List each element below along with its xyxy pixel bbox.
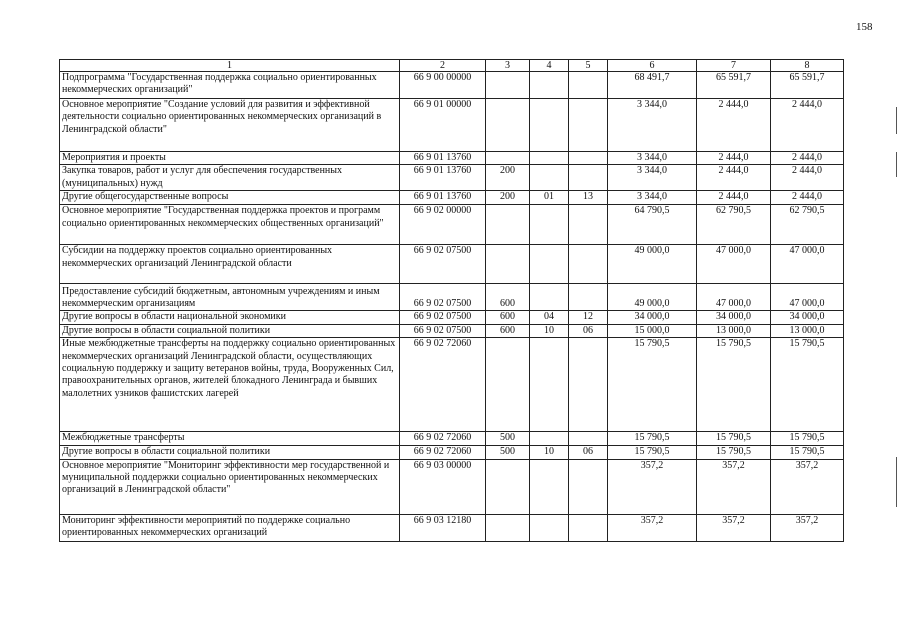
row-vr-cell: 500 bbox=[486, 446, 530, 459]
row-vr-cell: 200 bbox=[486, 165, 530, 191]
row-code-cell: 66 9 02 07500 bbox=[400, 245, 486, 284]
row-pr-cell bbox=[569, 99, 608, 152]
row-amount-cell: 3 344,0 bbox=[608, 99, 697, 152]
row-code-cell: 66 9 01 13760 bbox=[400, 152, 486, 165]
row-pr-cell bbox=[569, 514, 608, 541]
row-code-cell: 66 9 01 00000 bbox=[400, 99, 486, 152]
row-vr-cell bbox=[486, 514, 530, 541]
row-pr-cell bbox=[569, 459, 608, 514]
table-row bbox=[60, 446, 844, 459]
row-amount-cell: 13 000,0 bbox=[697, 324, 771, 337]
row-amount-cell: 3 344,0 bbox=[608, 165, 697, 191]
row-name-cell: Подпрограмма "Государственная поддержка социально ориентированных некоммерческих организаций" bbox=[60, 72, 400, 99]
table-row bbox=[60, 152, 844, 165]
row-amount-cell: 2 444,0 bbox=[771, 99, 844, 152]
row-vr-cell: 200 bbox=[486, 191, 530, 205]
row-name-cell: Иные межбюджетные трансферты на поддержку социально ориентированных некоммерческих организаций Ленинградской области, осуществляющих социальную поддержку и защиту ветеранов войны, труда, Вооруженных Сил, правоохранительных органов, жителей блокадного Ленинграда и бывших малолетних узников фашистских лагерей bbox=[60, 338, 400, 432]
row-pr-cell bbox=[569, 338, 608, 432]
row-name-cell: Основное мероприятие "Государственная поддержка проектов и программ социально ориентированных некоммерческих общественных организаций" bbox=[60, 205, 400, 245]
row-pr-cell bbox=[569, 152, 608, 165]
table-row bbox=[60, 245, 844, 284]
table-row bbox=[60, 338, 844, 432]
table-header-row bbox=[60, 60, 844, 72]
row-pr-cell bbox=[569, 284, 608, 311]
row-code-cell: 66 9 02 00000 bbox=[400, 205, 486, 245]
row-code-cell: 66 9 02 07500 bbox=[400, 324, 486, 337]
row-code-cell: 66 9 02 07500 bbox=[400, 284, 486, 311]
row-amount-cell: 2 444,0 bbox=[697, 152, 771, 165]
row-vr-cell bbox=[486, 205, 530, 245]
row-pr-cell bbox=[569, 205, 608, 245]
row-rz-cell bbox=[530, 165, 569, 191]
row-amount-cell: 15 790,5 bbox=[771, 338, 844, 432]
row-amount-cell: 3 344,0 bbox=[608, 191, 697, 205]
row-vr-cell bbox=[486, 72, 530, 99]
row-pr-cell bbox=[569, 72, 608, 99]
table-row bbox=[60, 99, 844, 152]
table-row bbox=[60, 432, 844, 446]
row-amount-cell: 15 790,5 bbox=[608, 338, 697, 432]
row-rz-cell: 04 bbox=[530, 311, 569, 324]
row-pr-cell: 06 bbox=[569, 324, 608, 337]
row-pr-cell bbox=[569, 432, 608, 446]
scan-margin-mark bbox=[896, 457, 897, 507]
row-amount-cell: 357,2 bbox=[771, 459, 844, 514]
row-amount-cell: 34 000,0 bbox=[771, 311, 844, 324]
row-amount-cell: 15 790,5 bbox=[608, 446, 697, 459]
row-amount-cell: 357,2 bbox=[697, 459, 771, 514]
row-rz-cell: 01 bbox=[530, 191, 569, 205]
row-amount-cell: 47 000,0 bbox=[697, 284, 771, 311]
column-header: 3 bbox=[486, 60, 530, 72]
row-amount-cell: 47 000,0 bbox=[771, 245, 844, 284]
table-row bbox=[60, 165, 844, 191]
row-vr-cell bbox=[486, 459, 530, 514]
row-amount-cell: 2 444,0 bbox=[697, 99, 771, 152]
row-rz-cell bbox=[530, 514, 569, 541]
row-name-cell: Другие вопросы в области национальной экономики bbox=[60, 311, 400, 324]
row-vr-cell bbox=[486, 338, 530, 432]
row-amount-cell: 15 790,5 bbox=[697, 446, 771, 459]
column-header: 6 bbox=[608, 60, 697, 72]
row-rz-cell: 10 bbox=[530, 324, 569, 337]
row-amount-cell: 357,2 bbox=[608, 514, 697, 541]
row-name-cell: Мероприятия и проекты bbox=[60, 152, 400, 165]
row-name-cell: Закупка товаров, работ и услуг для обеспечения государственных (муниципальных) нужд bbox=[60, 165, 400, 191]
row-amount-cell: 15 000,0 bbox=[608, 324, 697, 337]
row-amount-cell: 49 000,0 bbox=[608, 284, 697, 311]
table-row bbox=[60, 284, 844, 311]
row-pr-cell bbox=[569, 245, 608, 284]
row-amount-cell: 357,2 bbox=[697, 514, 771, 541]
row-name-cell: Другие вопросы в области социальной политики bbox=[60, 446, 400, 459]
table-row bbox=[60, 311, 844, 324]
row-pr-cell bbox=[569, 165, 608, 191]
column-header: 4 bbox=[530, 60, 569, 72]
row-rz-cell bbox=[530, 338, 569, 432]
row-code-cell: 66 9 03 00000 bbox=[400, 459, 486, 514]
row-amount-cell: 15 790,5 bbox=[771, 446, 844, 459]
row-rz-cell bbox=[530, 72, 569, 99]
row-name-cell: Другие общегосударственные вопросы bbox=[60, 191, 400, 205]
row-amount-cell: 3 344,0 bbox=[608, 152, 697, 165]
row-pr-cell: 06 bbox=[569, 446, 608, 459]
row-amount-cell: 15 790,5 bbox=[697, 338, 771, 432]
row-amount-cell: 65 591,7 bbox=[771, 72, 844, 99]
row-name-cell: Основное мероприятие "Создание условий для развития и эффективной деятельности социально ориентированных некоммерческих организаций в Ленинградской области" bbox=[60, 99, 400, 152]
row-code-cell: 66 9 01 13760 bbox=[400, 191, 486, 205]
row-pr-cell: 12 bbox=[569, 311, 608, 324]
row-amount-cell: 64 790,5 bbox=[608, 205, 697, 245]
row-amount-cell: 15 790,5 bbox=[771, 432, 844, 446]
row-rz-cell bbox=[530, 205, 569, 245]
table-row bbox=[60, 459, 844, 514]
row-amount-cell: 65 591,7 bbox=[697, 72, 771, 99]
row-name-cell: Предоставление субсидий бюджетным, автономным учреждениям и иным некоммерческим организациям bbox=[60, 284, 400, 311]
row-code-cell: 66 9 02 72060 bbox=[400, 446, 486, 459]
row-code-cell: 66 9 02 07500 bbox=[400, 311, 486, 324]
table-row bbox=[60, 191, 844, 205]
row-amount-cell: 34 000,0 bbox=[608, 311, 697, 324]
row-amount-cell: 47 000,0 bbox=[697, 245, 771, 284]
scan-margin-mark bbox=[896, 107, 897, 134]
row-amount-cell: 357,2 bbox=[608, 459, 697, 514]
row-pr-cell: 13 bbox=[569, 191, 608, 205]
table-row bbox=[60, 205, 844, 245]
row-amount-cell: 357,2 bbox=[771, 514, 844, 541]
table-row bbox=[60, 514, 844, 541]
table-row bbox=[60, 72, 844, 99]
row-amount-cell: 2 444,0 bbox=[697, 191, 771, 205]
page-number: 158 bbox=[856, 21, 873, 33]
row-name-cell: Субсидии на поддержку проектов социально ориентированных некоммерческих организаций Ленинградской области bbox=[60, 245, 400, 284]
row-rz-cell bbox=[530, 459, 569, 514]
row-amount-cell: 34 000,0 bbox=[697, 311, 771, 324]
row-amount-cell: 2 444,0 bbox=[771, 152, 844, 165]
row-rz-cell bbox=[530, 99, 569, 152]
row-amount-cell: 2 444,0 bbox=[697, 165, 771, 191]
table-row bbox=[60, 324, 844, 337]
row-amount-cell: 15 790,5 bbox=[697, 432, 771, 446]
row-code-cell: 66 9 00 00000 bbox=[400, 72, 486, 99]
row-vr-cell: 500 bbox=[486, 432, 530, 446]
row-amount-cell: 62 790,5 bbox=[697, 205, 771, 245]
column-header: 8 bbox=[771, 60, 844, 72]
row-rz-cell bbox=[530, 284, 569, 311]
row-code-cell: 66 9 01 13760 bbox=[400, 165, 486, 191]
row-name-cell: Другие вопросы в области социальной политики bbox=[60, 324, 400, 337]
row-rz-cell bbox=[530, 152, 569, 165]
column-header: 7 bbox=[697, 60, 771, 72]
row-vr-cell: 600 bbox=[486, 284, 530, 311]
scan-margin-mark bbox=[896, 152, 897, 177]
column-header: 2 bbox=[400, 60, 486, 72]
row-amount-cell: 62 790,5 bbox=[771, 205, 844, 245]
row-code-cell: 66 9 02 72060 bbox=[400, 432, 486, 446]
row-vr-cell bbox=[486, 99, 530, 152]
column-header: 5 bbox=[569, 60, 608, 72]
row-amount-cell: 13 000,0 bbox=[771, 324, 844, 337]
column-header: 1 bbox=[60, 60, 400, 72]
row-amount-cell: 2 444,0 bbox=[771, 165, 844, 191]
row-name-cell: Мониторинг эффективности мероприятий по поддержке социально ориентированных некоммерческих организаций bbox=[60, 514, 400, 541]
row-rz-cell bbox=[530, 245, 569, 284]
row-rz-cell bbox=[530, 432, 569, 446]
row-name-cell: Основное мероприятие "Мониторинг эффективности мер государственной и муниципальной поддержки социально ориентированных некоммерческих организаций в Ленинградской области" bbox=[60, 459, 400, 514]
row-vr-cell bbox=[486, 245, 530, 284]
row-vr-cell bbox=[486, 152, 530, 165]
row-vr-cell: 600 bbox=[486, 324, 530, 337]
row-amount-cell: 15 790,5 bbox=[608, 432, 697, 446]
row-amount-cell: 47 000,0 bbox=[771, 284, 844, 311]
row-code-cell: 66 9 03 12180 bbox=[400, 514, 486, 541]
row-vr-cell: 600 bbox=[486, 311, 530, 324]
row-amount-cell: 49 000,0 bbox=[608, 245, 697, 284]
row-amount-cell: 2 444,0 bbox=[771, 191, 844, 205]
row-rz-cell: 10 bbox=[530, 446, 569, 459]
budget-table bbox=[59, 59, 844, 542]
row-amount-cell: 68 491,7 bbox=[608, 72, 697, 99]
row-code-cell: 66 9 02 72060 bbox=[400, 338, 486, 432]
row-name-cell: Межбюджетные трансферты bbox=[60, 432, 400, 446]
